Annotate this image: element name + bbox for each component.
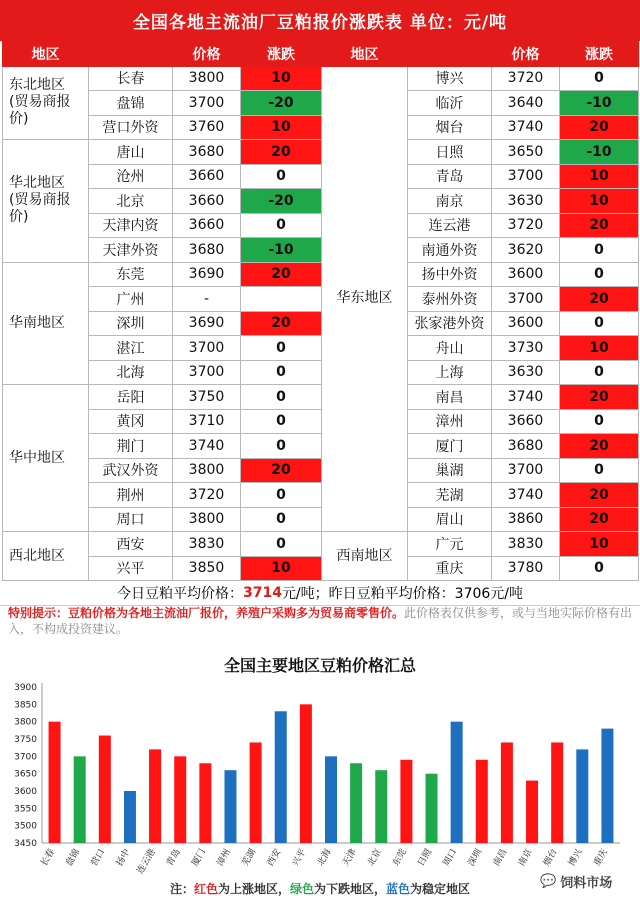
table-row bbox=[3, 311, 639, 336]
x-tick-label: 日照 bbox=[416, 847, 435, 869]
x-tick-label: 周口 bbox=[441, 847, 460, 869]
change-cell: 10 bbox=[560, 532, 639, 557]
x-tick-label: 扬中 bbox=[114, 847, 133, 869]
change-cell: 0 bbox=[560, 458, 639, 483]
price-cell: 3620 bbox=[492, 238, 560, 263]
region-cell: 华中地区 bbox=[3, 385, 89, 532]
table-row bbox=[3, 507, 639, 532]
price-cell: 3660 bbox=[173, 213, 241, 238]
city-cell: 张家港外资 bbox=[408, 311, 492, 336]
change-cell: 20 bbox=[560, 287, 639, 312]
bar bbox=[325, 756, 337, 843]
city-cell: 南通外资 bbox=[408, 238, 492, 263]
y-tick-label: 3650 bbox=[14, 769, 37, 780]
change-cell: 0 bbox=[241, 336, 322, 361]
change-cell: 20 bbox=[560, 483, 639, 508]
region-cell: 华北地区 (贸易商报 价) bbox=[3, 140, 89, 263]
city-cell: 天津内资 bbox=[89, 213, 173, 238]
city-cell: 东莞 bbox=[89, 262, 173, 287]
change-cell: 10 bbox=[560, 189, 639, 214]
change-cell: 20 bbox=[560, 115, 639, 140]
special-notice bbox=[8, 605, 634, 637]
watermark bbox=[540, 872, 612, 891]
table-row bbox=[3, 409, 639, 434]
header-city-left bbox=[89, 42, 173, 67]
y-tick-label: 3700 bbox=[14, 752, 37, 763]
x-tick-label: 北海 bbox=[315, 847, 334, 869]
change-cell: 0 bbox=[241, 360, 322, 385]
x-tick-label: 天津 bbox=[341, 847, 359, 869]
price-cell: 3800 bbox=[173, 66, 241, 91]
table-row bbox=[3, 262, 639, 287]
notice-label: 特别提示： bbox=[8, 606, 69, 620]
change-cell: -10 bbox=[560, 140, 639, 165]
price-cell: 3650 bbox=[492, 140, 560, 165]
change-cell: -10 bbox=[560, 91, 639, 116]
change-cell: 20 bbox=[241, 140, 322, 165]
city-cell: 芜湖 bbox=[408, 483, 492, 508]
table-row bbox=[3, 91, 639, 116]
header-region-left: 地区 bbox=[3, 42, 89, 67]
notice-strong: 豆粕价格为各地主流油厂报价，养殖户采购多为贸易商零售价。 bbox=[68, 606, 405, 620]
city-cell: 巢湖 bbox=[408, 458, 492, 483]
header-change-right: 涨跌 bbox=[560, 42, 639, 67]
city-cell: 西安 bbox=[89, 532, 173, 557]
city-cell: 泰州外资 bbox=[408, 287, 492, 312]
city-cell: 湛江 bbox=[89, 336, 173, 361]
table-row bbox=[3, 458, 639, 483]
change-cell: 20 bbox=[241, 311, 322, 336]
price-cell: 3830 bbox=[492, 532, 560, 557]
today-avg-label: 今日豆粕平均价格： bbox=[116, 586, 243, 602]
change-cell: 0 bbox=[560, 262, 639, 287]
y-tick-label: 3800 bbox=[14, 717, 37, 728]
price-cell: 3780 bbox=[492, 556, 560, 581]
change-cell: 0 bbox=[241, 213, 322, 238]
city-cell: 南昌 bbox=[408, 385, 492, 410]
change-cell: 0 bbox=[241, 409, 322, 434]
change-cell: 0 bbox=[241, 385, 322, 410]
bar bbox=[576, 749, 588, 843]
table-row bbox=[3, 164, 639, 189]
city-cell: 北京 bbox=[89, 189, 173, 214]
yesterday-avg: 昨日豆粕平均价格：3706元/吨 bbox=[328, 586, 524, 602]
x-tick-label: 营口 bbox=[89, 847, 108, 869]
note-blue-desc: 为稳定地区 bbox=[410, 882, 471, 896]
table-row bbox=[3, 140, 639, 165]
bar bbox=[99, 736, 111, 843]
change-cell: 0 bbox=[560, 360, 639, 385]
change-cell: 20 bbox=[560, 507, 639, 532]
city-cell: 沧州 bbox=[89, 164, 173, 189]
table-header bbox=[3, 42, 639, 67]
city-cell: 岳阳 bbox=[89, 385, 173, 410]
change-cell bbox=[241, 287, 322, 312]
bar bbox=[300, 704, 312, 843]
price-cell: 3740 bbox=[492, 115, 560, 140]
bar bbox=[551, 742, 563, 843]
chart-title: 全国主要地区豆粕价格汇总 bbox=[223, 656, 416, 675]
y-tick-label: 3550 bbox=[14, 804, 37, 815]
bar bbox=[501, 742, 513, 843]
x-tick-label: 博兴 bbox=[567, 847, 585, 869]
change-cell: 0 bbox=[241, 483, 322, 508]
city-cell: 广州 bbox=[89, 287, 173, 312]
x-tick-label: 烟台 bbox=[542, 847, 560, 869]
price-cell: 3680 bbox=[173, 238, 241, 263]
price-cell: 3680 bbox=[173, 140, 241, 165]
page-title: 全国各地主流油厂豆粕报价涨跌表 单位：元/吨 bbox=[0, 0, 640, 41]
price-cell: 3660 bbox=[492, 409, 560, 434]
x-tick-label: 重庆 bbox=[592, 847, 611, 869]
city-cell: 广元 bbox=[408, 532, 492, 557]
header-change-left: 涨跌 bbox=[241, 42, 322, 67]
price-cell: 3600 bbox=[492, 311, 560, 336]
change-cell: 0 bbox=[560, 556, 639, 581]
price-cell: 3760 bbox=[173, 115, 241, 140]
bar bbox=[350, 763, 362, 843]
change-cell: -20 bbox=[241, 189, 322, 214]
change-cell: 0 bbox=[241, 164, 322, 189]
change-cell: 20 bbox=[241, 262, 322, 287]
table-row bbox=[3, 336, 639, 361]
bar bbox=[451, 722, 463, 843]
note-blue: 蓝色 bbox=[386, 882, 411, 896]
x-tick-label: 南京 bbox=[516, 847, 535, 869]
city-cell: 扬中外资 bbox=[408, 262, 492, 287]
city-cell: 连云港 bbox=[408, 213, 492, 238]
bar bbox=[601, 729, 613, 843]
x-tick-label: 北京 bbox=[366, 847, 384, 869]
change-cell: 0 bbox=[560, 66, 639, 91]
city-cell: 长春 bbox=[89, 66, 173, 91]
city-cell: 上海 bbox=[408, 360, 492, 385]
table-row bbox=[3, 360, 639, 385]
price-cell: 3710 bbox=[173, 409, 241, 434]
x-tick-label: 南昌 bbox=[491, 847, 510, 869]
table-row bbox=[3, 532, 639, 557]
change-cell: 20 bbox=[560, 213, 639, 238]
price-cell: 3700 bbox=[173, 360, 241, 385]
city-cell: 厦门 bbox=[408, 434, 492, 459]
y-tick-label: 3900 bbox=[14, 683, 37, 693]
price-cell: - bbox=[173, 287, 241, 312]
city-cell: 兴平 bbox=[89, 556, 173, 581]
bar bbox=[74, 756, 86, 843]
price-cell: 3740 bbox=[492, 483, 560, 508]
bar bbox=[224, 770, 236, 843]
notice-rest: 此价格表仅供参考，或与当地实际价格有出入，不构成投资建议。 bbox=[8, 606, 633, 636]
price-cell: 3660 bbox=[173, 189, 241, 214]
x-tick-label: 厦门 bbox=[190, 847, 208, 869]
price-cell: 3630 bbox=[492, 360, 560, 385]
x-tick-label: 盘锦 bbox=[64, 847, 83, 869]
price-cell: 3660 bbox=[173, 164, 241, 189]
bar bbox=[49, 722, 61, 843]
change-cell: -20 bbox=[241, 91, 322, 116]
x-tick-label: 连云港 bbox=[135, 847, 158, 876]
average-price bbox=[0, 581, 640, 606]
price-cell: 3750 bbox=[173, 385, 241, 410]
price-cell: 3720 bbox=[492, 66, 560, 91]
change-cell: 10 bbox=[241, 115, 322, 140]
bar bbox=[526, 781, 538, 843]
x-tick-label: 西安 bbox=[265, 847, 284, 869]
region-cell: 华东地区 bbox=[322, 66, 408, 532]
city-cell: 博兴 bbox=[408, 66, 492, 91]
change-cell: 0 bbox=[560, 409, 639, 434]
city-cell: 武汉外资 bbox=[89, 458, 173, 483]
bar bbox=[124, 791, 136, 843]
city-cell: 盘锦 bbox=[89, 91, 173, 116]
city-cell: 天津外资 bbox=[89, 238, 173, 263]
price-cell: 3720 bbox=[492, 213, 560, 238]
note-green-desc: 为下跌地区， bbox=[314, 882, 387, 896]
y-tick-label: 3450 bbox=[14, 839, 37, 849]
city-cell: 日照 bbox=[408, 140, 492, 165]
price-cell: 3600 bbox=[492, 262, 560, 287]
price-cell: 3720 bbox=[173, 483, 241, 508]
price-cell: 3800 bbox=[173, 458, 241, 483]
header-price-right: 价格 bbox=[492, 42, 560, 67]
bar bbox=[275, 711, 287, 843]
note-green: 绿色 bbox=[289, 882, 314, 896]
price-cell: 3730 bbox=[492, 336, 560, 361]
change-cell: 20 bbox=[241, 458, 322, 483]
change-cell: 20 bbox=[560, 385, 639, 410]
price-chart bbox=[0, 645, 640, 910]
bar bbox=[375, 770, 387, 843]
x-tick-label: 漳州 bbox=[215, 847, 234, 869]
region-cell: 东北地区 (贸易商报价) bbox=[3, 66, 89, 140]
change-cell: 10 bbox=[560, 336, 639, 361]
price-cell: 3640 bbox=[492, 91, 560, 116]
price-cell: 3630 bbox=[492, 189, 560, 214]
price-cell: 3690 bbox=[173, 262, 241, 287]
x-tick-label: 长春 bbox=[39, 847, 58, 869]
price-cell: 3700 bbox=[492, 287, 560, 312]
change-cell: 10 bbox=[241, 66, 322, 91]
wechat-icon: 💬 bbox=[540, 874, 557, 889]
x-tick-label: 芜湖 bbox=[240, 847, 259, 869]
header-price-left: 价格 bbox=[173, 42, 241, 67]
city-cell: 南京 bbox=[408, 189, 492, 214]
change-cell: -10 bbox=[241, 238, 322, 263]
city-cell: 眉山 bbox=[408, 507, 492, 532]
city-cell: 周口 bbox=[89, 507, 173, 532]
price-cell: 3800 bbox=[173, 507, 241, 532]
header-region-right: 地区 bbox=[322, 42, 408, 67]
city-cell: 唐山 bbox=[89, 140, 173, 165]
region-cell: 华南地区 bbox=[3, 262, 89, 385]
change-cell: 20 bbox=[560, 434, 639, 459]
bar bbox=[199, 763, 211, 843]
price-cell: 3830 bbox=[173, 532, 241, 557]
watermark-text: 饲料市场 bbox=[560, 876, 613, 891]
price-cell: 3850 bbox=[173, 556, 241, 581]
x-tick-label: 东莞 bbox=[391, 847, 409, 869]
x-tick-label: 兴平 bbox=[290, 847, 309, 869]
table-row bbox=[3, 385, 639, 410]
today-avg-unit: 元/吨； bbox=[281, 586, 329, 602]
header-city-right bbox=[408, 42, 492, 67]
today-avg-value: 3714 bbox=[242, 585, 282, 601]
price-cell: 3740 bbox=[492, 385, 560, 410]
table-row bbox=[3, 483, 639, 508]
x-tick-label: 青岛 bbox=[165, 847, 183, 869]
y-tick-label: 3750 bbox=[14, 735, 37, 745]
city-cell: 重庆 bbox=[408, 556, 492, 581]
change-cell: 0 bbox=[241, 532, 322, 557]
price-cell: 3680 bbox=[492, 434, 560, 459]
note-red-desc: 为上涨地区， bbox=[217, 882, 290, 896]
table-row bbox=[3, 189, 639, 214]
table-row bbox=[3, 434, 639, 459]
city-cell: 舟山 bbox=[408, 336, 492, 361]
price-cell: 3700 bbox=[173, 91, 241, 116]
city-cell: 烟台 bbox=[408, 115, 492, 140]
change-cell: 0 bbox=[241, 507, 322, 532]
table-row bbox=[3, 213, 639, 238]
city-cell: 漳州 bbox=[408, 409, 492, 434]
city-cell: 深圳 bbox=[89, 311, 173, 336]
price-table bbox=[2, 41, 639, 581]
city-cell: 黄冈 bbox=[89, 409, 173, 434]
change-cell: 10 bbox=[560, 164, 639, 189]
table-row bbox=[3, 238, 639, 263]
price-cell: 3700 bbox=[492, 164, 560, 189]
city-cell: 荆门 bbox=[89, 434, 173, 459]
bar bbox=[426, 774, 438, 843]
price-cell: 3700 bbox=[492, 458, 560, 483]
bar bbox=[400, 760, 412, 843]
price-cell: 3700 bbox=[173, 336, 241, 361]
change-cell: 0 bbox=[560, 311, 639, 336]
region-cell: 西南地区 bbox=[322, 532, 408, 581]
change-cell: 10 bbox=[241, 556, 322, 581]
city-cell: 营口外资 bbox=[89, 115, 173, 140]
note-prefix: 注： bbox=[169, 882, 194, 896]
x-tick-label: 深圳 bbox=[466, 847, 485, 869]
note-red: 红色 bbox=[193, 882, 218, 896]
price-cell: 3690 bbox=[173, 311, 241, 336]
bar bbox=[174, 756, 186, 843]
bar bbox=[476, 760, 488, 843]
price-cell: 3740 bbox=[173, 434, 241, 459]
city-cell: 荆州 bbox=[89, 483, 173, 508]
y-tick-label: 3500 bbox=[14, 821, 37, 832]
city-cell: 北海 bbox=[89, 360, 173, 385]
table-row bbox=[3, 287, 639, 312]
table-row bbox=[3, 66, 639, 91]
change-cell: 0 bbox=[560, 238, 639, 263]
change-cell: 0 bbox=[241, 434, 322, 459]
city-cell: 临沂 bbox=[408, 91, 492, 116]
y-tick-label: 3600 bbox=[14, 787, 37, 797]
y-tick-label: 3850 bbox=[14, 700, 37, 711]
table-row bbox=[3, 556, 639, 581]
price-cell: 3860 bbox=[492, 507, 560, 532]
city-cell: 青岛 bbox=[408, 164, 492, 189]
region-cell: 西北地区 bbox=[3, 532, 89, 581]
bar bbox=[149, 749, 161, 843]
bar bbox=[250, 742, 262, 843]
table-row bbox=[3, 115, 639, 140]
